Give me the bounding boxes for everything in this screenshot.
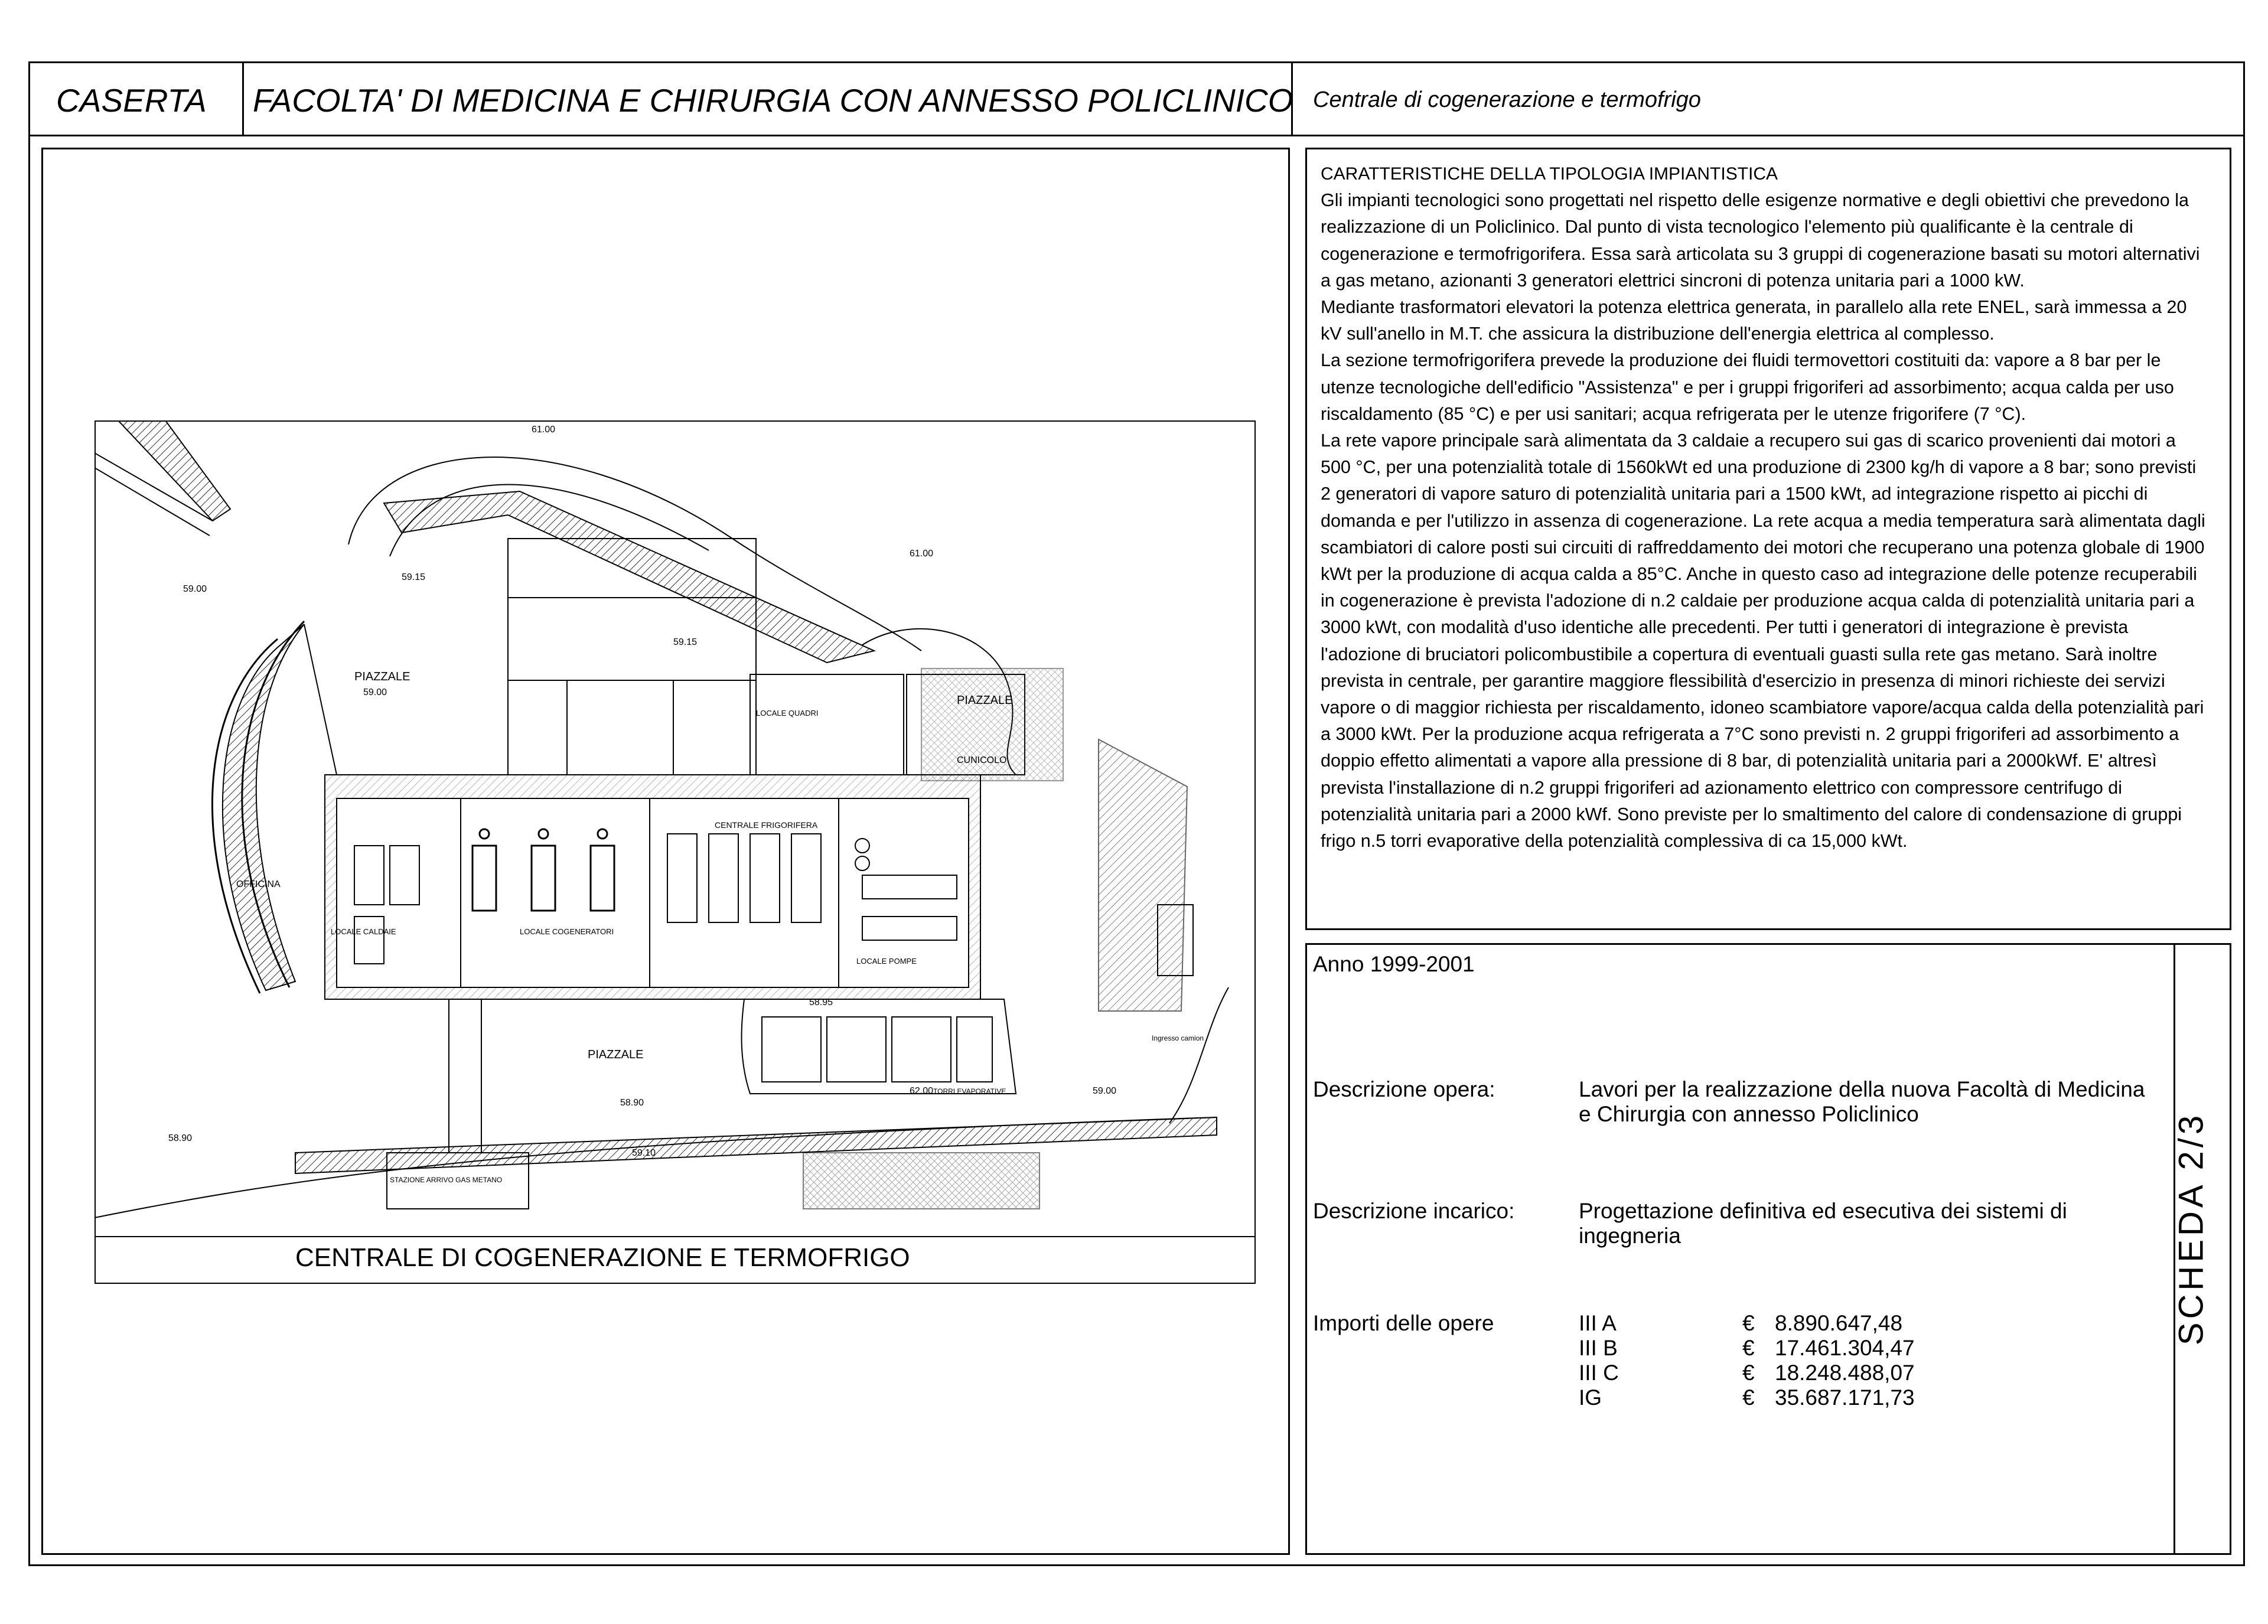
importo-row bbox=[1579, 1361, 1619, 1385]
label-piazzale-ne: PIAZZALE bbox=[957, 694, 1013, 707]
upper-block bbox=[508, 539, 756, 775]
importo-category: III B bbox=[1579, 1336, 1618, 1360]
importo-category: IG bbox=[1579, 1385, 1602, 1410]
plan-caption: CENTRALE DI COGENERAZIONE E TERMOFRIGO bbox=[295, 1243, 910, 1272]
importo-currency: € bbox=[1742, 1336, 1755, 1360]
label-piazzale-s-elev: 58.90 bbox=[620, 1098, 644, 1108]
label-piazzale-nw: PIAZZALE bbox=[354, 670, 410, 683]
descrizione-opera-value: Lavori per la realizzazione della nuova Facoltà di Medicina e Chirurgia con annesso Policlinico bbox=[1579, 1077, 2145, 1126]
label-e5910: 59.10 bbox=[632, 1148, 656, 1158]
importo-currency: € bbox=[1742, 1361, 1755, 1385]
nw-wall-band bbox=[118, 420, 230, 521]
descrizione-opera-label: Descrizione opera: bbox=[1313, 1077, 1495, 1101]
label-officina: OFFICINA bbox=[236, 879, 281, 889]
importo-row bbox=[1579, 1311, 1617, 1336]
description-text bbox=[1321, 161, 2207, 855]
description-paragraph-4: La rete vapore principale sarà alimentata da 3 caldaie a recupero sui gas di scarico provenienti dai motori a 500 °C, per una potenzialità totale di 1560kWt ed una produzione di 2300 kg/h di vapore a 8 bar; sono previsti 2 generatori di vapore saturo di potenzialità unitaria pari a 1500 kWt, ad integrazione rispetto ai picchi di domanda e per l'utilizzo in assenza di cogenerazione. La rete acqua a media temperatura sarà alimentata dagli scambiatori di calore posti sui circuiti di raffreddamento dei motori che recuperano una potenza globale di 1900 kWt per la produzione di acqua calda a 85°C. Anche in questo caso ad integrazione delle potenze recuperabili in cogenerazione è prevista l'adozione di n.2 caldaie per produzione acqua calda di potenzialità unitaria pari a 3000 kWt, con modalità d'uso identiche alle precedenti. Per tutti i generatori di integrazione è prevista l'adozione di bruciatori policombustibile a copertura di eventuali guasti sulla rete gas metano. Sarà inoltre prevista in centrale, per garantire maggiore flessibilità d'esercizio in presenza di minori richieste dei servizi vapore o di maggior richiesta per riscaldamento, idoneo scambiatore vapore/acqua calda della potenzialità pari a 3000 kWt. Per la produzione acqua refrigerata a 7°C sono previsti n. 2 gruppi frigoriferi ad assorbimento a doppio effetto alimentati a vapore alla pressione di 8 bar, di potenzialità unitaria pari a 2000kWf. E' altresì prevista l'installazione di n.2 gruppi frigoriferi ad azionamento elettrico con compressore centrifugo di potenzialità unitaria pari a 2000 kWf. Sono previste per lo smaltimento del calore di condensazione di gruppi frigo n.5 torri evaporative della potenzialità complessiva di ca 15,000 kWt. bbox=[1321, 431, 2205, 852]
label-e5900-w: 59.00 bbox=[183, 584, 207, 594]
description-paragraph-3: La sezione termofrigorifera prevede la produzione dei fluidi termovettori costituiti da: vapore a 8 bar per le utenze tecnologiche dell'edificio "Assistenza" e per i gruppi frigoriferi ad assorbimento; acqua calda per uso riscaldamento (85 °C) e per usi sanitari; acqua refrigerata per le utenze frigorifere (7 °C). bbox=[1321, 350, 2174, 424]
label-cunicolo: CUNICOLO bbox=[957, 755, 1007, 765]
cooling-tower-area bbox=[742, 999, 1016, 1094]
label-e5900-se: 59.00 bbox=[1093, 1086, 1117, 1096]
floor-plan bbox=[94, 420, 1256, 1235]
importo-amount: 35.687.171,73 bbox=[1775, 1385, 1915, 1410]
label-centrale-frigo: CENTRALE FRIGORIFERA bbox=[715, 820, 818, 830]
label-e5895: 58.95 bbox=[809, 997, 833, 1007]
label-e61-top: 61.00 bbox=[532, 425, 556, 435]
label-e5890-sw: 58.90 bbox=[168, 1133, 193, 1143]
label-e5915-a: 59.15 bbox=[402, 572, 426, 582]
importo-amount: 18.248.488,07 bbox=[1775, 1361, 1915, 1385]
header-city: CASERTA bbox=[56, 82, 207, 119]
scheda-label: SCHEDA 2/3 bbox=[2172, 1111, 2211, 1346]
label-ingresso: Ingresso camion bbox=[1152, 1034, 1204, 1042]
description-paragraph-1: Gli impianti tecnologici sono progettati nel rispetto delle esigenze normative e degli obiettivi che prevedono la realizzazione di un Policlinico. Dal punto di vista tecnologico l'elemento più qualificante è la centrale di cogenerazione e termofrigorifera. Essa sarà articolata su 3 gruppi di cogenerazione basati su motori alternativi a gas metano, azionanti 3 generatori elettrici sincroni di potenza unitaria pari a 1000 kW. bbox=[1321, 190, 2200, 291]
description-paragraph-2: Mediante trasformatori elevatori la potenza elettrica generata, in parallelo alla rete ENEL, sarà immessa a 20 kV sull'anello in M.T. che assicura la distribuzione dell'energia elettrica al complesso. bbox=[1321, 297, 2187, 344]
east-ramp bbox=[1099, 739, 1187, 1011]
header-subject: Centrale di cogenerazione e termofrigo bbox=[1313, 87, 1701, 112]
label-locale-cogeneratori: LOCALE COGENERATORI bbox=[520, 927, 614, 936]
importo-currency: € bbox=[1742, 1311, 1755, 1335]
descrizione-incarico-label: Descrizione incarico: bbox=[1313, 1199, 1515, 1223]
importi-label: Importi delle opere bbox=[1313, 1311, 1494, 1335]
label-e6200: 62.00 bbox=[910, 1086, 934, 1096]
info-panel bbox=[1305, 943, 2231, 1555]
label-piazzale-nw-elev: 59.00 bbox=[363, 687, 387, 697]
descrizione-incarico-value: Progettazione definitiva ed esecutiva dei sistemi di ingegneria bbox=[1579, 1199, 2067, 1248]
label-locale-caldaie: LOCALE CALDAIE bbox=[331, 927, 396, 936]
importo-currency: € bbox=[1742, 1385, 1755, 1410]
header-project: FACOLTA' DI MEDICINA E CHIRURGIA CON ANNESSO POLICLINICO bbox=[253, 82, 1293, 119]
description-heading: CARATTERISTICHE DELLA TIPOLOGIA IMPIANTISTICA bbox=[1321, 164, 1778, 184]
importo-row bbox=[1579, 1385, 1602, 1410]
label-stazione-gas: STAZIONE ARRIVO GAS METANO bbox=[390, 1176, 503, 1184]
anno-label: Anno 1999-2001 bbox=[1313, 952, 1475, 976]
label-e61-right: 61.00 bbox=[910, 549, 934, 559]
label-e5915-b: 59.15 bbox=[673, 637, 698, 647]
label-locale-pompe: LOCALE POMPE bbox=[856, 957, 917, 966]
importo-category: III A bbox=[1579, 1311, 1617, 1335]
importo-amount: 17.461.304,47 bbox=[1775, 1336, 1915, 1360]
header-divider-1 bbox=[242, 61, 244, 136]
label-torri: TORRI EVAPORATIVE bbox=[933, 1087, 1006, 1095]
plan-caption-divider bbox=[94, 1236, 1256, 1237]
importo-row bbox=[1579, 1336, 1618, 1361]
label-piazzale-s: PIAZZALE bbox=[588, 1048, 644, 1061]
label-locale-quadri: LOCALE QUADRI bbox=[756, 709, 819, 718]
north-hatched-wall bbox=[384, 491, 874, 663]
importo-category: III C bbox=[1579, 1361, 1619, 1385]
importo-amount: 8.890.647,48 bbox=[1775, 1311, 1903, 1335]
